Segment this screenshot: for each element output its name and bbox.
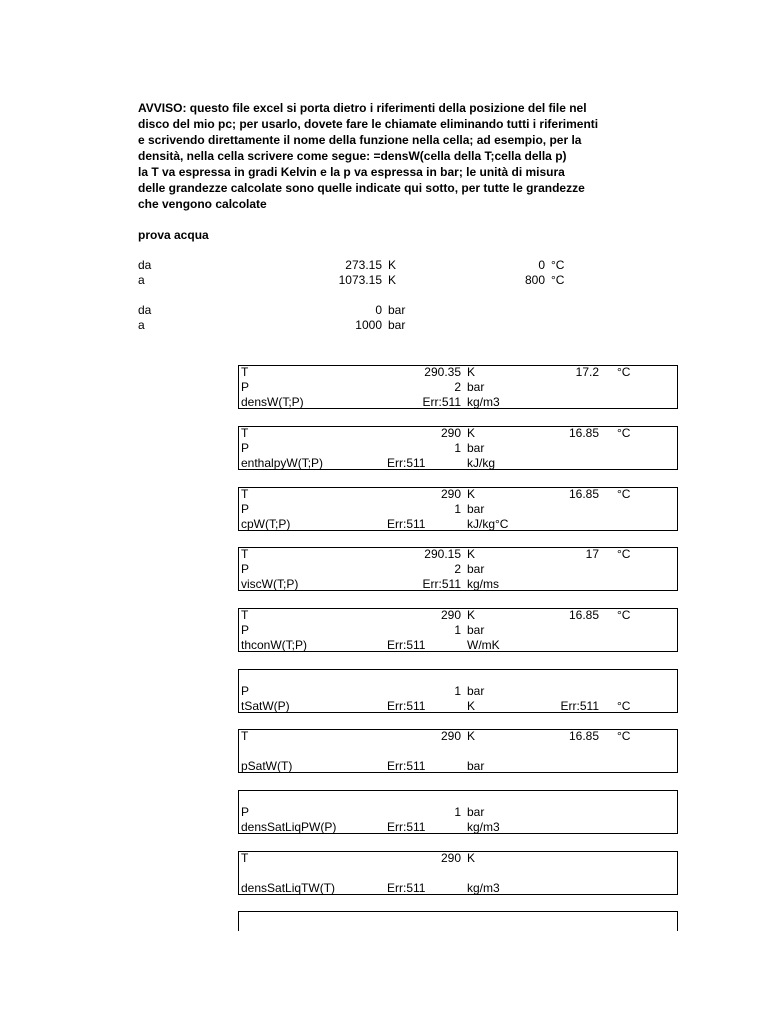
- temperature-celsius-value: 16.85: [568, 487, 599, 501]
- range-kelvin-unit: K: [388, 258, 397, 272]
- result-unit: bar: [467, 759, 485, 773]
- temperature-celsius-value: 17: [585, 547, 599, 561]
- temperature-label: T: [241, 547, 249, 561]
- function-box: [238, 851, 678, 895]
- pressure-label: P: [241, 502, 250, 516]
- pressure-value: 1: [454, 805, 461, 819]
- pressure-label: P: [241, 441, 250, 455]
- function-box: [238, 669, 678, 713]
- temperature-celsius-unit: °C: [617, 365, 631, 379]
- error-value: Err:511: [422, 395, 461, 409]
- result-unit: kg/ms: [467, 577, 500, 591]
- function-box: [238, 426, 678, 470]
- range-celsius-unit: °C: [551, 258, 565, 272]
- notice-line: delle grandezze calcolate sono quelle indicate qui sotto, per tutte le grandezze: [138, 181, 585, 195]
- function-box: [238, 547, 678, 591]
- function-name: densSatLiqPW(P): [241, 820, 337, 834]
- notice-line: e scrivendo direttamente il nome della funzione nella cella; ad esempio, per la: [138, 133, 582, 147]
- temperature-kelvin-unit: K: [467, 365, 476, 379]
- temperature-kelvin-value: 290: [440, 729, 461, 743]
- function-name: pSatW(T): [241, 759, 293, 773]
- pressure-unit: bar: [467, 562, 485, 576]
- error-value: Err:511: [387, 517, 426, 531]
- temperature-kelvin-value: 290: [440, 608, 461, 622]
- range-celsius-value: 800: [524, 273, 545, 287]
- range-label: a: [138, 273, 145, 287]
- temperature-celsius-unit: °C: [617, 487, 631, 501]
- pressure-unit: bar: [467, 502, 485, 516]
- temperature-kelvin-value: 290: [440, 426, 461, 440]
- result-unit-celsius: °C: [617, 699, 631, 713]
- temperature-celsius-value: 16.85: [568, 426, 599, 440]
- temperature-kelvin-unit: K: [467, 729, 476, 743]
- function-name: tSatW(P): [241, 699, 290, 713]
- function-name: enthalpyW(T;P): [241, 456, 324, 470]
- notice-text: [138, 100, 658, 212]
- range-label: da: [138, 258, 152, 272]
- error-value: Err:511: [387, 456, 426, 470]
- temperature-kelvin-value: 290.15: [424, 547, 461, 561]
- notice-line: densità, nella cella scrivere come segue: =densW(cella della T;cella della p): [138, 149, 567, 163]
- range-pressure-value: 0: [375, 303, 382, 317]
- pressure-value: 1: [454, 441, 461, 455]
- range-pressure-unit: bar: [388, 318, 406, 332]
- range-pressure-unit: bar: [388, 303, 406, 317]
- notice-line: AVVISO: questo file excel si porta dietro i riferimenti della posizione del file nel: [138, 101, 587, 115]
- range-label: da: [138, 303, 152, 317]
- pressure-label: P: [241, 380, 250, 394]
- pressure-value: 1: [454, 684, 461, 698]
- temperature-celsius-value: 16.85: [568, 729, 599, 743]
- temperature-celsius-unit: °C: [617, 547, 631, 561]
- temperature-label: T: [241, 487, 249, 501]
- result-unit: kg/m3: [467, 395, 500, 409]
- range-celsius-value: 0: [538, 258, 545, 272]
- result-unit: W/mK: [467, 638, 500, 652]
- error-value: Err:511: [387, 881, 426, 895]
- result-unit: K: [467, 699, 476, 713]
- error-value: Err:511: [387, 699, 426, 713]
- range-label: a: [138, 318, 145, 332]
- result-unit: kJ/kg: [467, 456, 496, 470]
- notice-line: che vengono calcolate: [138, 197, 267, 211]
- range-kelvin-unit: K: [388, 273, 397, 287]
- temperature-celsius-unit: °C: [617, 426, 631, 440]
- temperature-celsius-unit: °C: [617, 608, 631, 622]
- pressure-value: 2: [454, 562, 461, 576]
- pressure-label: P: [241, 805, 250, 819]
- temperature-kelvin-unit: K: [467, 487, 476, 501]
- error-value: Err:511: [387, 820, 426, 834]
- temperature-label: T: [241, 365, 249, 379]
- function-name: viscW(T;P): [241, 577, 299, 591]
- temperature-label: T: [241, 851, 249, 865]
- function-box: [238, 487, 678, 531]
- error-value: Err:511: [422, 577, 461, 591]
- function-box-empty: [238, 911, 678, 931]
- function-box: [238, 790, 678, 834]
- function-name: thconW(T;P): [241, 638, 308, 652]
- notice-line: la T va espressa in gradi Kelvin e la p va espressa in bar; le unità di misura: [138, 165, 565, 179]
- temperature-kelvin-unit: K: [467, 426, 476, 440]
- temperature-kelvin-value: 290: [440, 851, 461, 865]
- temperature-label: T: [241, 729, 249, 743]
- range-pressure-value: 1000: [355, 318, 382, 332]
- pressure-label: P: [241, 562, 250, 576]
- notice-line: disco del mio pc; per usarlo, dovete fare le chiamate eliminando tutti i riferimenti: [138, 117, 599, 131]
- range-celsius-unit: °C: [551, 273, 565, 287]
- function-box: [238, 729, 678, 773]
- error-value: Err:511: [387, 759, 426, 773]
- pressure-value: 2: [454, 380, 461, 394]
- result-unit: kg/m3: [467, 881, 500, 895]
- section-title: prova acqua: [138, 228, 209, 242]
- pressure-unit: bar: [467, 805, 485, 819]
- function-name: densSatLiqTW(T): [241, 881, 336, 895]
- range-kelvin-value: 273.15: [345, 258, 382, 272]
- temperature-celsius-unit: °C: [617, 729, 631, 743]
- temperature-kelvin-unit: K: [467, 547, 476, 561]
- temperature-celsius-value: 16.85: [568, 608, 599, 622]
- temperature-kelvin-value: 290: [440, 487, 461, 501]
- function-name: cpW(T;P): [241, 517, 291, 531]
- function-name: densW(T;P): [241, 395, 304, 409]
- pressure-label: P: [241, 684, 250, 698]
- function-box: [238, 608, 678, 652]
- result-unit: kg/m3: [467, 820, 500, 834]
- range-kelvin-value: 1073.15: [338, 273, 382, 287]
- pressure-value: 1: [454, 623, 461, 637]
- pressure-unit: bar: [467, 623, 485, 637]
- temperature-kelvin-unit: K: [467, 608, 476, 622]
- pressure-unit: bar: [467, 441, 485, 455]
- pressure-value: 1: [454, 502, 461, 516]
- pressure-unit: bar: [467, 684, 485, 698]
- function-box: [238, 365, 678, 409]
- temperature-label: T: [241, 608, 249, 622]
- pressure-unit: bar: [467, 380, 485, 394]
- error-value: Err:511: [387, 638, 426, 652]
- pressure-label: P: [241, 623, 250, 637]
- result-unit: kJ/kg°C: [467, 517, 509, 531]
- error-value-celsius: Err:511: [560, 699, 599, 713]
- temperature-kelvin-unit: K: [467, 851, 476, 865]
- temperature-kelvin-value: 290.35: [424, 365, 461, 379]
- temperature-celsius-value: 17.2: [575, 365, 599, 379]
- temperature-label: T: [241, 426, 249, 440]
